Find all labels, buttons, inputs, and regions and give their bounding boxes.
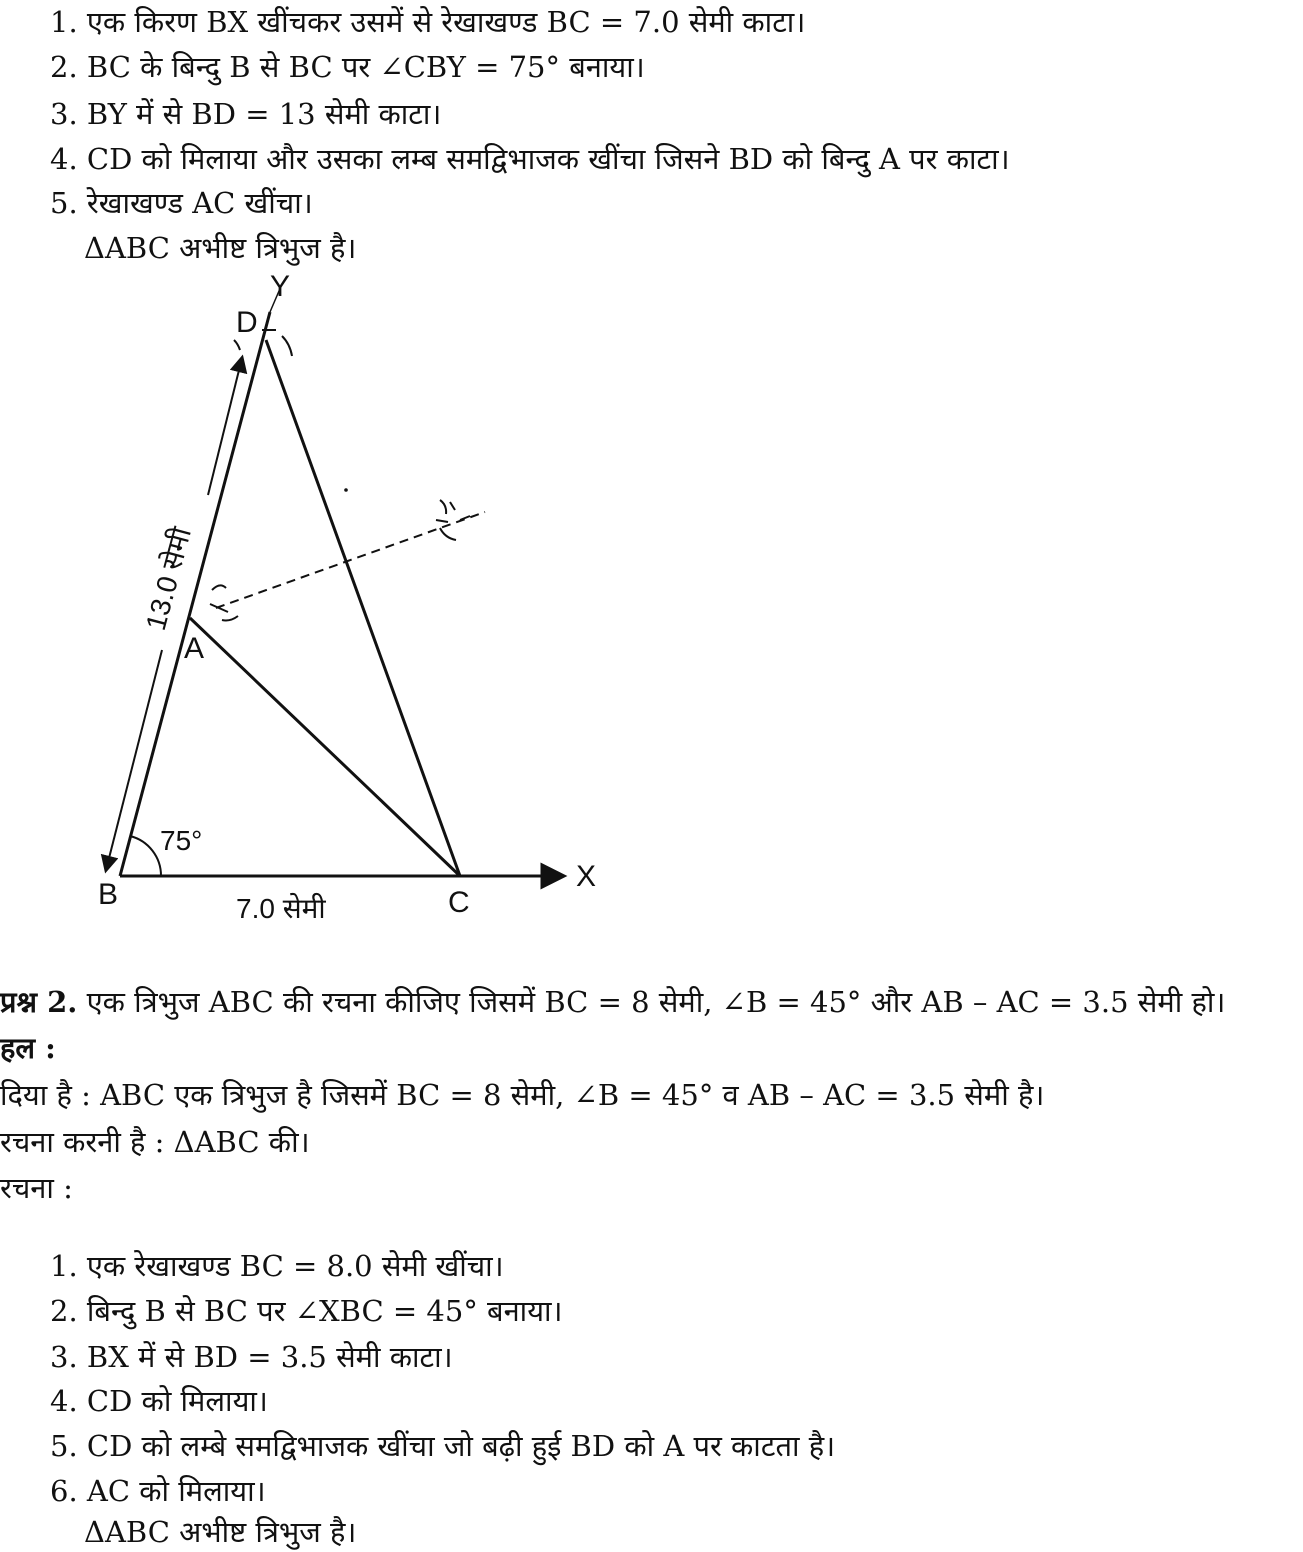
ray-by xyxy=(120,312,270,876)
q2-step-2: 2. बिन्दु B से BC पर ∠XBC = 45° बनाया। xyxy=(50,1294,563,1328)
given-text: दिया है : ABC एक त्रिभुज है जिसमें BC = 8 सेमी, ∠B = 45° व AB – AC = 3.5 सेमी है। xyxy=(0,1078,1045,1112)
angle-arc-b xyxy=(130,836,161,876)
label-b: B xyxy=(98,878,119,911)
q2-step-3: 3. BX में से BD = 3.5 सेमी काटा। xyxy=(50,1340,453,1374)
label-bd-length: 13.0 सेमी xyxy=(139,523,198,634)
question-2-text: एक त्रिभुज ABC की रचना कीजिए जिसमें BC = 8 सेमी, ∠B = 45° और AB – AC = 3.5 सेमी हो। xyxy=(86,985,1226,1019)
label-a: A xyxy=(184,632,205,665)
q2-step-1: 1. एक रेखाखण्ड BC = 8.0 सेमी खींचा। xyxy=(50,1249,504,1283)
step-2: 2. BC के बिन्दु B से BC पर ∠CBY = 75° बनाया। xyxy=(50,50,645,84)
q2-step-6: 6. AC को मिलाया। xyxy=(50,1474,266,1508)
label-d: D xyxy=(236,306,258,339)
label-c: C xyxy=(448,886,470,919)
q2-conclusion: ΔABC अभीष्ट त्रिभुज है। xyxy=(84,1515,357,1549)
arc-mark-a xyxy=(210,585,238,620)
construction-figure xyxy=(0,268,640,940)
bisector-midpoint-mark xyxy=(344,488,348,492)
segment-ac xyxy=(190,618,460,876)
label-x: X xyxy=(576,860,597,893)
perpendicular-bisector xyxy=(216,512,485,608)
q2-step-5: 5. CD को लम्बे समद्विभाजक खींचा जो बढ़ी हुई BD को A पर काटता है। xyxy=(50,1429,836,1463)
bd-dimension-upper xyxy=(208,358,242,495)
step-4: 4. CD को मिलाया और उसका लम्ब समद्विभाजक खींचा जिसने BD को बिन्दु A पर काटा। xyxy=(50,142,1010,176)
q2-step-4: 4. CD को मिलाया। xyxy=(50,1384,268,1418)
segment-cd xyxy=(266,340,460,876)
step-3: 3. BY में से BD = 13 सेमी काटा। xyxy=(50,97,442,131)
solution-label: हल : xyxy=(0,1031,56,1065)
question-2-label: प्रश्न 2. xyxy=(0,985,78,1019)
to-construct-text: रचना करनी है : ΔABC की। xyxy=(0,1125,310,1159)
question-2 xyxy=(0,982,1225,1022)
construction-label: रचना : xyxy=(0,1171,73,1205)
conclusion-1: ΔABC अभीष्ट त्रिभुज है। xyxy=(84,231,357,265)
label-y: Y xyxy=(270,270,291,303)
step-1: 1. एक किरण BX खींचकर उसमें से रेखाखण्ड BC = 7.0 सेमी काटा। xyxy=(50,5,806,39)
label-angle: 75° xyxy=(160,825,203,856)
label-bc-length: 7.0 सेमी xyxy=(236,893,326,924)
step-5: 5. रेखाखण्ड AC खींचा। xyxy=(50,186,313,220)
